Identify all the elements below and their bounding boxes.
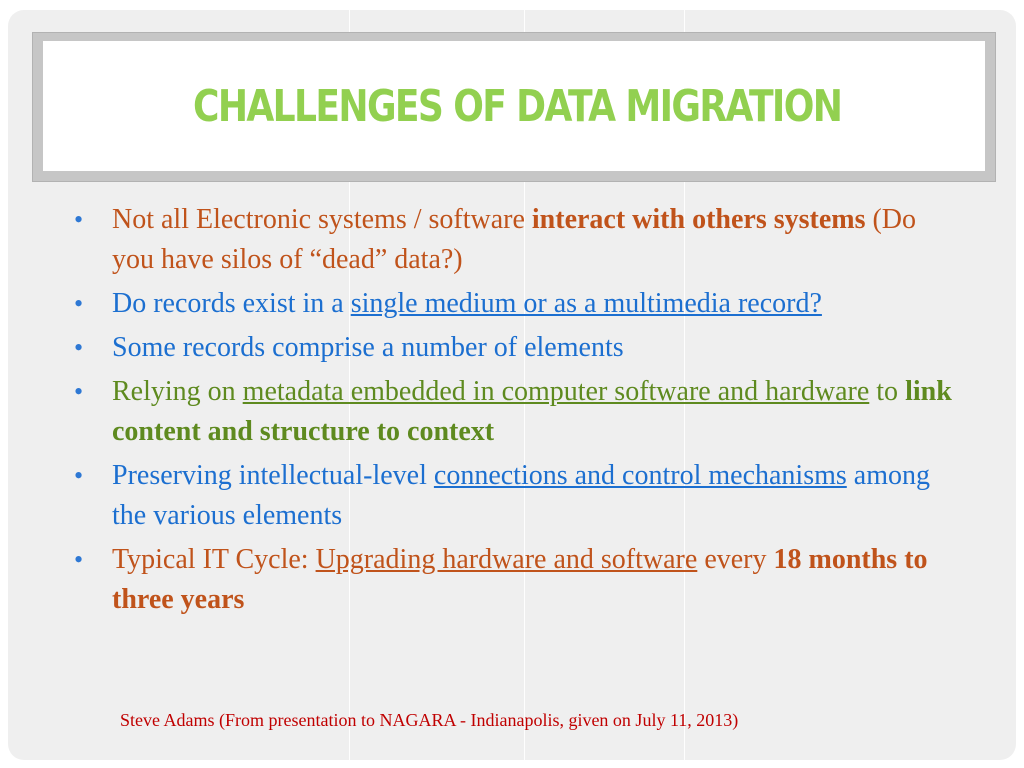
bullet-segment: Relying on: [112, 376, 243, 407]
bullet-item: [72, 456, 952, 536]
bullet-text: [112, 376, 952, 447]
bullet-dot-icon: •: [74, 545, 84, 574]
bullet-item: [72, 372, 952, 452]
bullet-text: [112, 332, 624, 363]
bullet-emphasis: 18 months to three years: [112, 544, 928, 615]
bullet-text: [112, 460, 930, 531]
bullet-dot-icon: •: [74, 377, 84, 406]
bullet-emphasis: interact with others systems: [531, 204, 866, 235]
bullet-text: [112, 204, 916, 275]
bullet-item: [72, 200, 952, 280]
bullet-item: [72, 328, 952, 368]
bullet-dot-icon: •: [74, 333, 84, 362]
bullet-link-text: connections and control mechanisms: [433, 460, 847, 491]
bullet-text: [112, 288, 822, 319]
bullet-segment: Preserving intellectual-level: [112, 460, 434, 491]
bullet-dot-icon: •: [74, 461, 84, 490]
bullet-segment: Some records comprise a number of elements: [112, 332, 624, 363]
bullet-link-text: single medium or as a multimedia record?: [350, 288, 822, 319]
bullet-segment: every: [697, 544, 774, 575]
bullet-segment: (Do you have silos of “dead” data?): [112, 204, 917, 275]
bullet-dot-icon: •: [74, 289, 84, 318]
bullet-segment: Typical IT Cycle:: [112, 544, 316, 575]
bullet-segment: among the various elements: [112, 460, 930, 531]
bullet-link-text: Upgrading hardware and software: [315, 544, 698, 575]
bullet-segment: Do records exist in a: [112, 288, 351, 319]
slide: [8, 10, 1016, 760]
bullet-text: [112, 544, 928, 615]
bullet-item: [72, 540, 952, 620]
slide-title: CHALLENGES OF DATA MIGRATION: [193, 81, 842, 132]
bullet-segment: to: [869, 376, 906, 407]
bullet-dot-icon: •: [74, 205, 84, 234]
bullet-list: [72, 200, 952, 624]
bullet-item: [72, 284, 952, 324]
title-frame: [32, 32, 996, 182]
bullet-emphasis: link content and structure to context: [112, 376, 952, 447]
bullet-link-text: metadata embedded in computer software and hardware: [242, 376, 870, 407]
title-box: [43, 41, 985, 171]
bullet-segment: Not all Electronic systems / software: [112, 204, 532, 235]
citation: Steve Adams (From presentation to NAGARA - Indianapolis, given on July 11, 2013): [120, 710, 739, 730]
